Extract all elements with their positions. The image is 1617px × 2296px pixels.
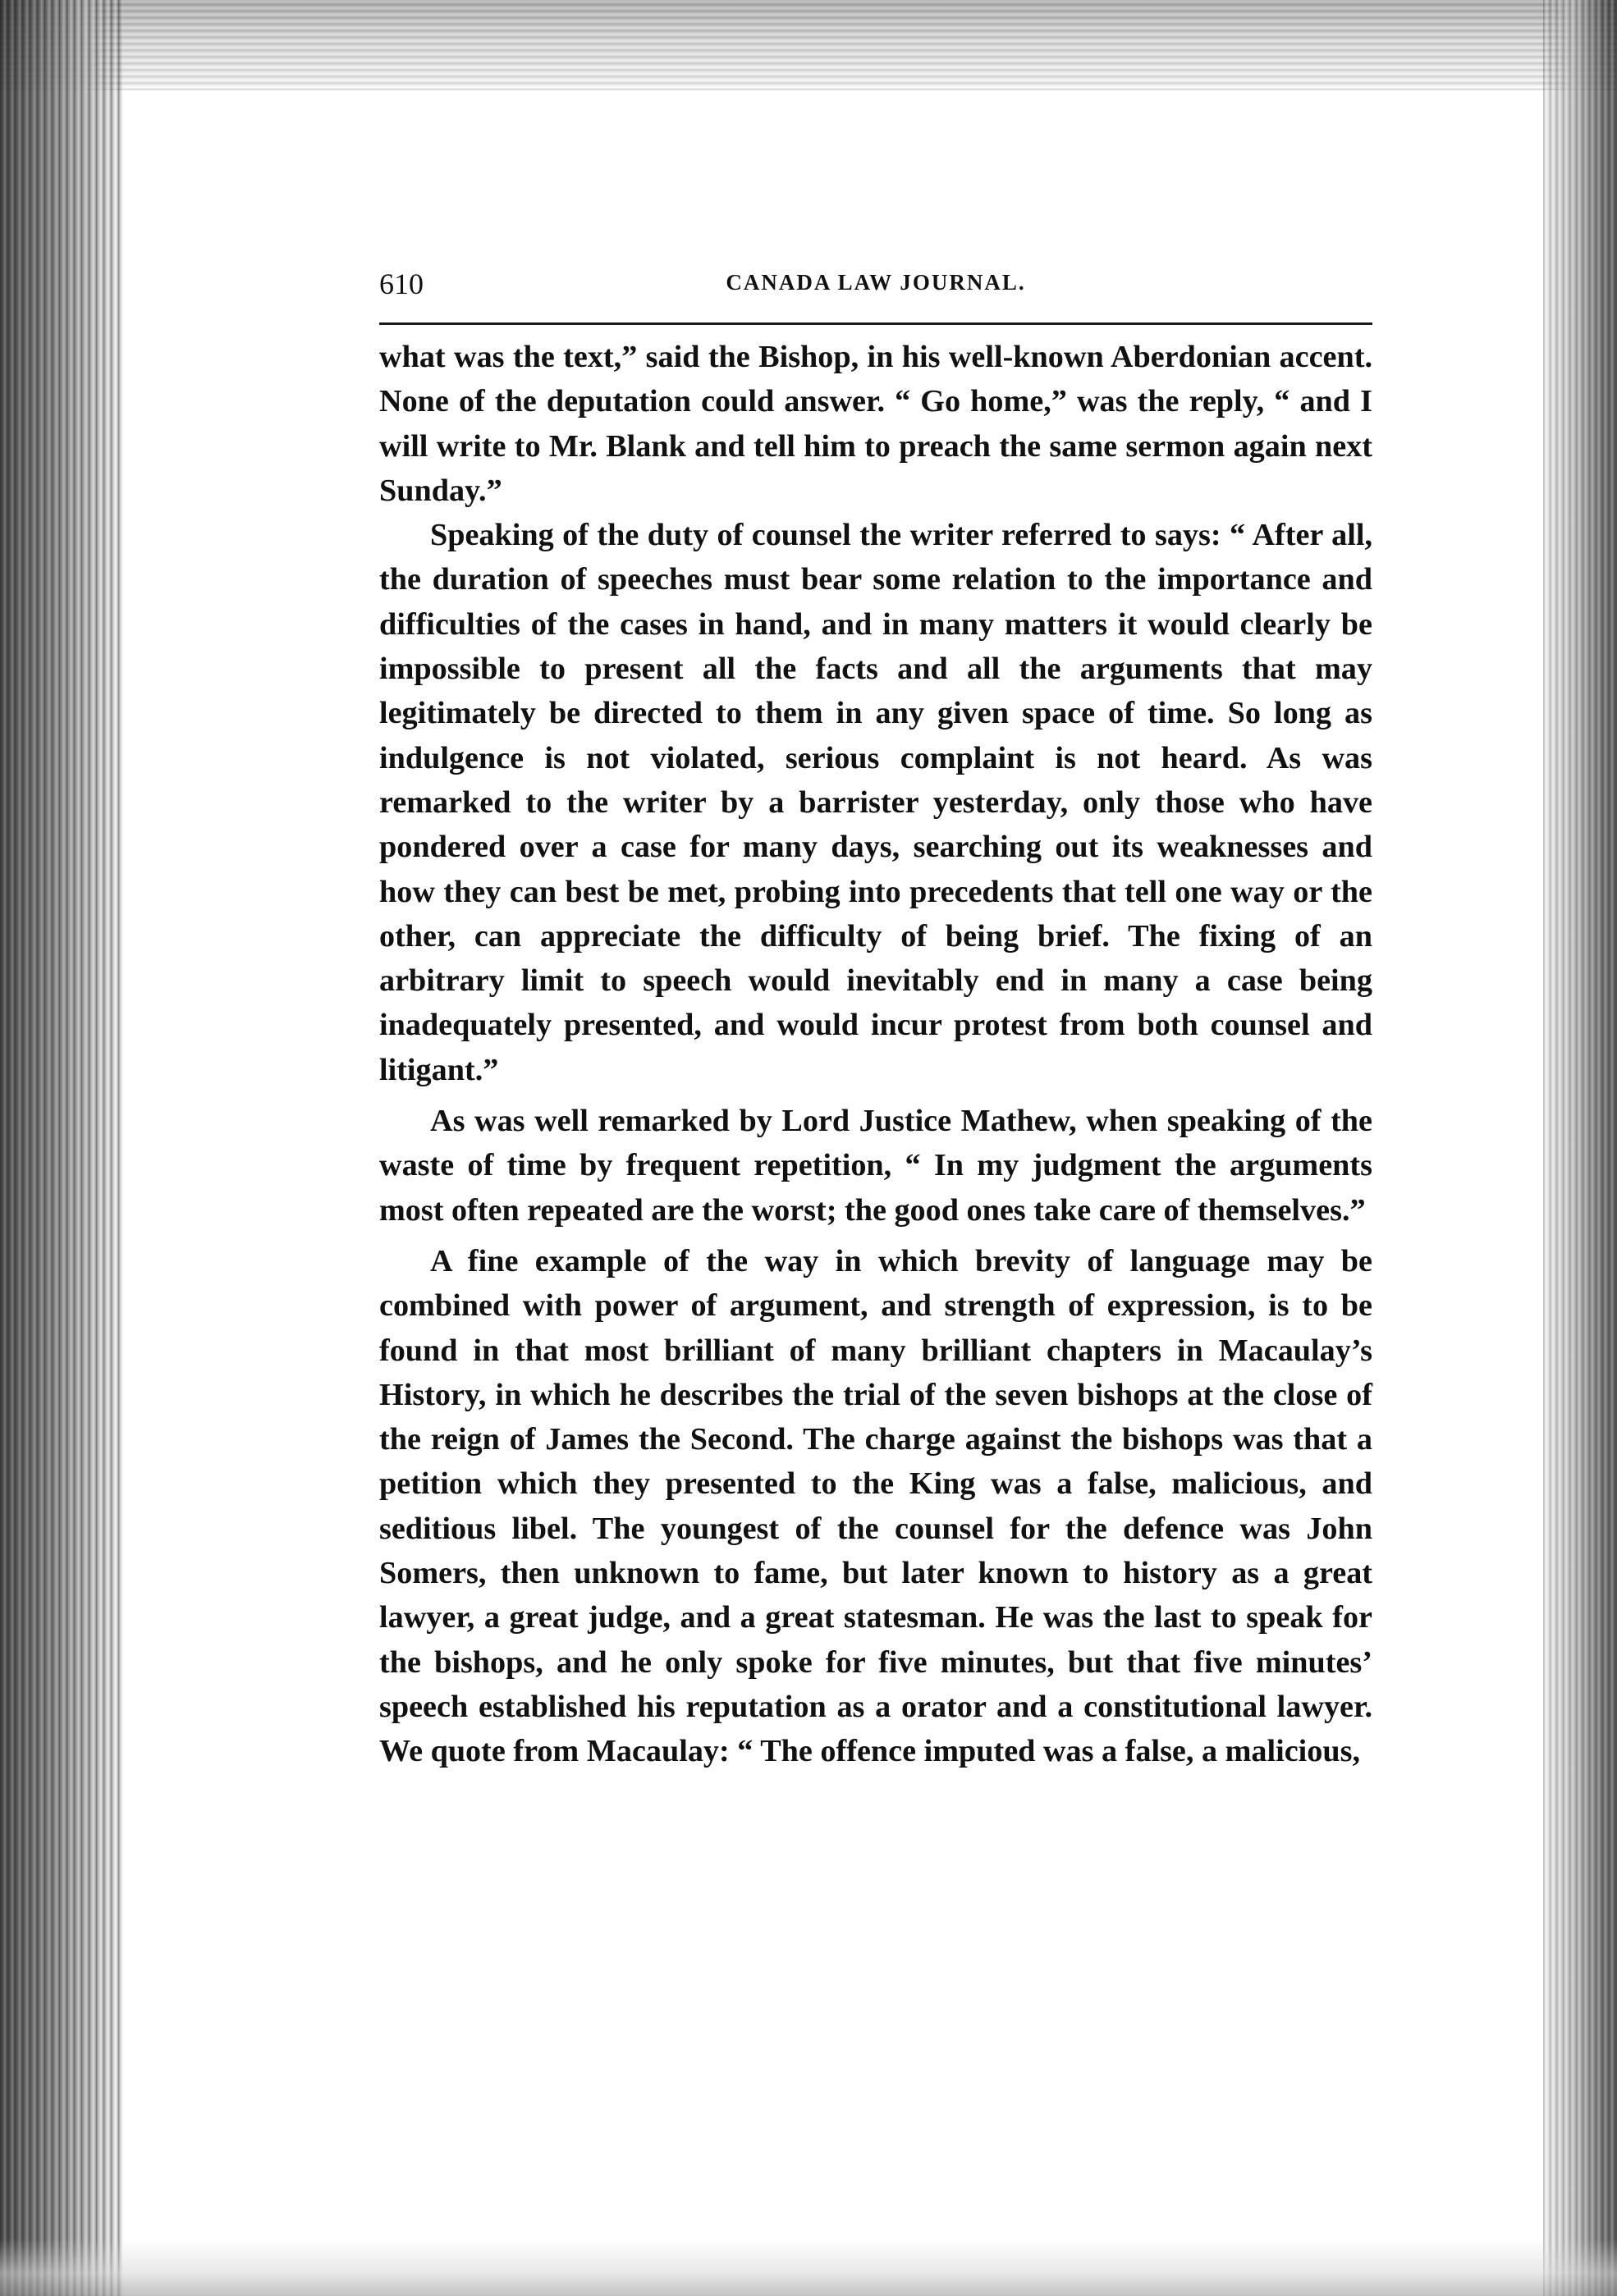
body-text [379,335,1372,1774]
scan-edge-bottom [0,2239,1617,2296]
scan-edge-top [0,0,1617,90]
journal-title: CANADA LAW JOURNAL. [726,270,1026,295]
running-head [379,267,1372,309]
paragraph-1: what was the text,” said the Bishop, in his well-known Aberdonian accent. None of the deputation could answer. “ Go home,” was the reply, “ and I will write to Mr. Blank and tell him to preach the same sermon again next Sunday.” [379,340,1372,508]
page-number: 610 [379,268,424,300]
paragraph-4: A fine example of the way in which brevity of language may be combined with power of argument, and strength of expression, is to be found in that most brilliant of many brilliant chapters in Macaulay’s History, in which he describes the trial of the seven bishops at the close of the reign of James the Second. The charge against the bishops was that a petition which they presented to the King was a false, malicious, and seditious libel. The youngest of the counsel for the defence was John Somers, then unknown to fame, but later known to history as a great lawyer, a great judge, and a great statesman. He was the last to speak for the bishops, and he only spoke for five minutes, but that five minutes’ speech established his reputation as a orator and a constitutional lawyer. We quote from Macaulay: “ The offence imputed was a false, a malicious, [379,1243,1372,1769]
paragraph-3: As was well remarked by Lord Justice Mathew, when speaking of the waste of time by frequent repetition, “ In my judgment the arguments most often repeated are the worst; the good ones take care of themselves.” [379,1104,1372,1228]
book-page [379,267,1372,1774]
scan-edge-right [1543,0,1617,2296]
header-rule [379,322,1372,325]
scan-edge-left [0,0,123,2296]
paragraph-2: Speaking of the duty of counsel the writer referred to says: “ After all, the duration of speeches must bear some relation to the importance and difficulties of the cases in hand, and in many matters it would clearly be impossible to present all the facts and all the arguments that may legitimately be directed to them in any given space of time. So long as indulgence is not violated, serious complaint is not heard. As was remarked to the writer by a barrister yesterday, only those who have pondered over a case for many days, searching out its weaknesses and how they can best be met, probing into precedents that tell one way or the other, can appreciate the difficulty of being brief. The fixing of an arbitrary limit to speech would inevitably end in many a case being inadequately presented, and would incur protest from both counsel and litigant.” [379,518,1372,1087]
